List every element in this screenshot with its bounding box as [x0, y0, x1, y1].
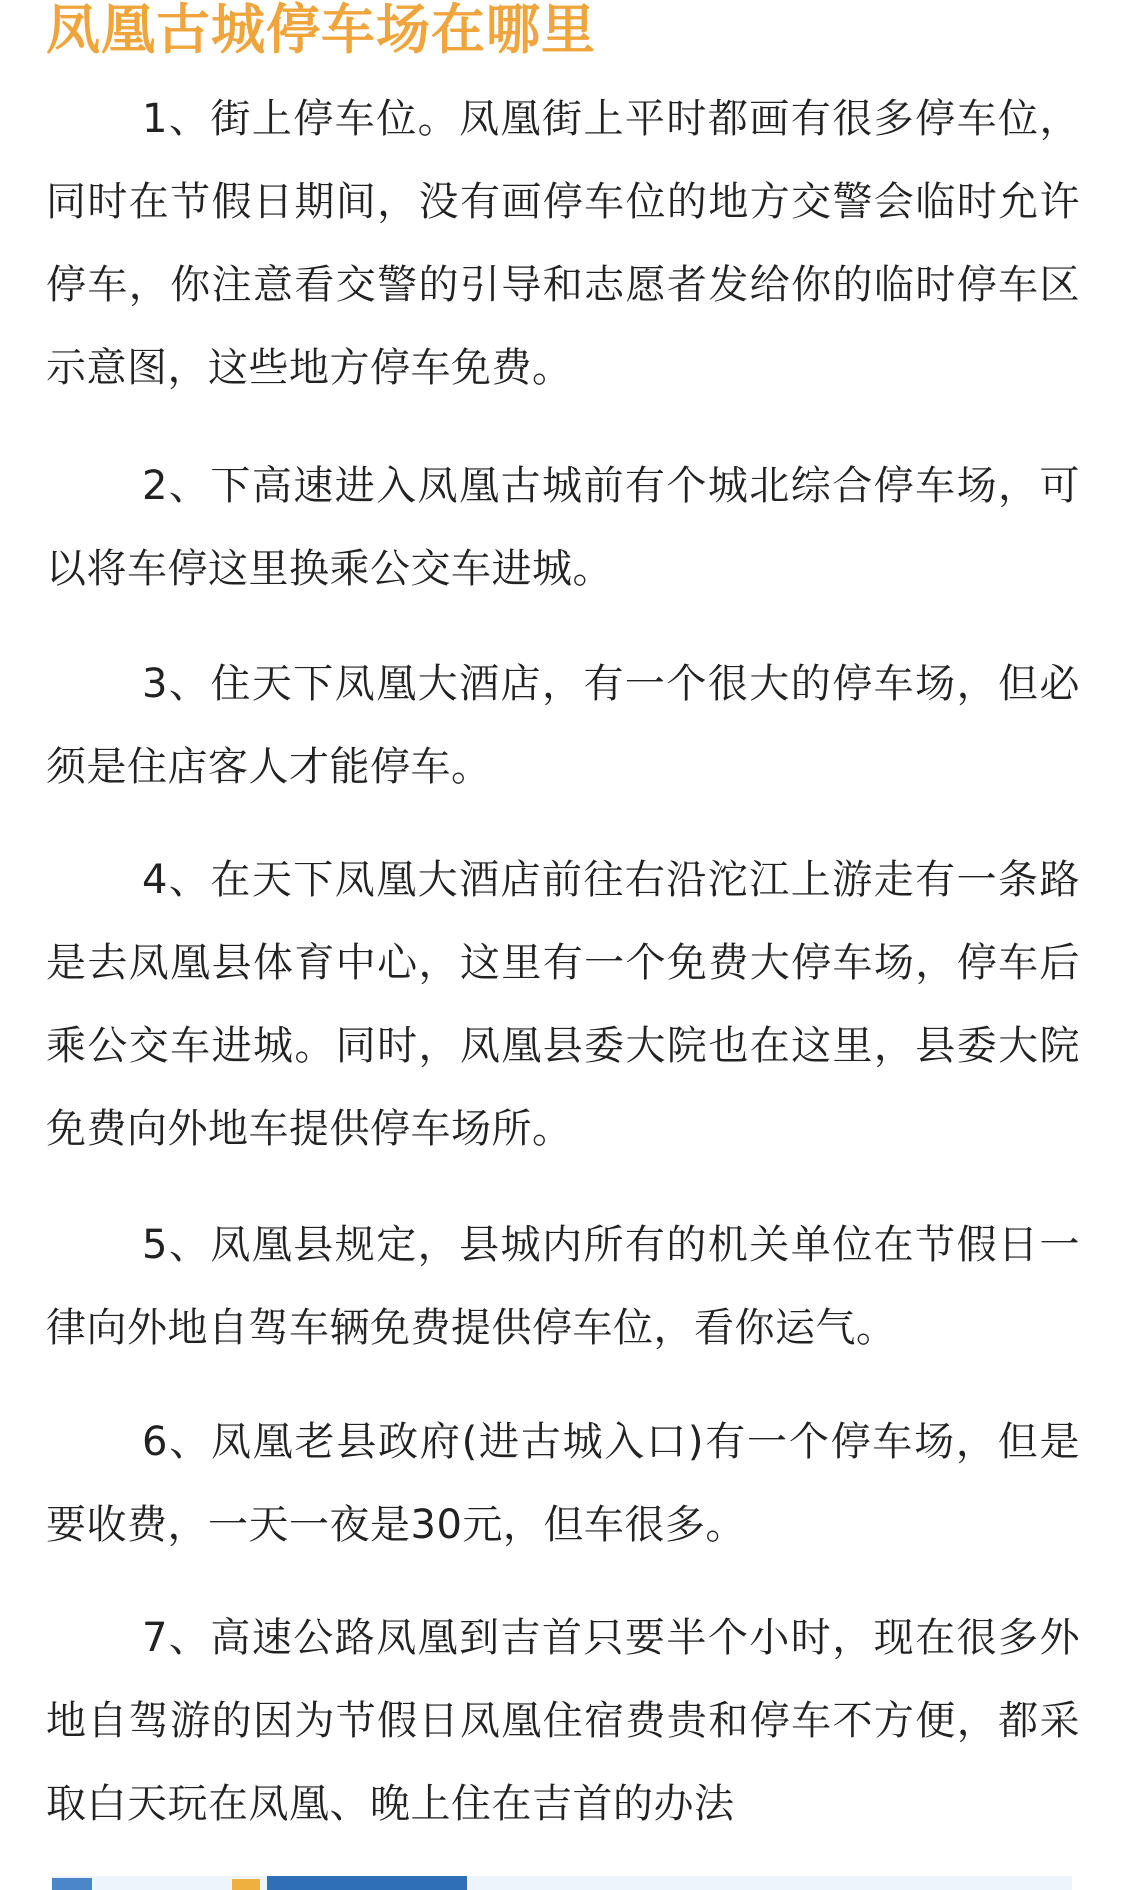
article-title: 凤凰古城停车场在哪里 [46, 0, 596, 61]
map-logo-icon [52, 1878, 92, 1890]
parking-map-image [52, 1876, 1072, 1890]
map-marker-icon [232, 1879, 260, 1890]
map-title-banner [267, 1876, 467, 1890]
paragraph-4: 4、在天下凤凰大酒店前往右沿沱江上游走有一条路是去凤凰县体育中心，这里有一个免费大停车场，停车后乘公交车进城。同时，凤凰县委大院也在这里，县委大院免费向外地车提供停车场所。 [46, 857, 1080, 1152]
paragraph-1: 1、街上停车位。凤凰街上平时都画有很多停车位，同时在节假日期间，没有画停车位的地方交警会临时允许停车，你注意看交警的引导和志愿者发给你的临时停车区示意图，这些地方停车免费。 [46, 96, 1080, 391]
paragraph-3: 3、住天下凤凰大酒店，有一个很大的停车场，但必须是住店客人才能停车。 [46, 661, 1080, 790]
paragraph-7: 7、高速公路凤凰到吉首只要半个小时，现在很多外地自驾游的因为节假日凤凰住宿费贵和停车不方便，都采取白天玩在凤凰、晚上住在吉首的办法 [46, 1615, 1080, 1827]
paragraph-6: 6、凤凰老县政府(进古城入口)有一个停车场，但是要收费，一天一夜是30元，但车很多。 [46, 1419, 1080, 1548]
paragraph-5: 5、凤凰县规定，县城内所有的机关单位在节假日一律向外地自驾车辆免费提供停车位，看你运气。 [46, 1222, 1080, 1351]
paragraph-2: 2、下高速进入凤凰古城前有个城北综合停车场，可以将车停这里换乘公交车进城。 [46, 463, 1080, 592]
